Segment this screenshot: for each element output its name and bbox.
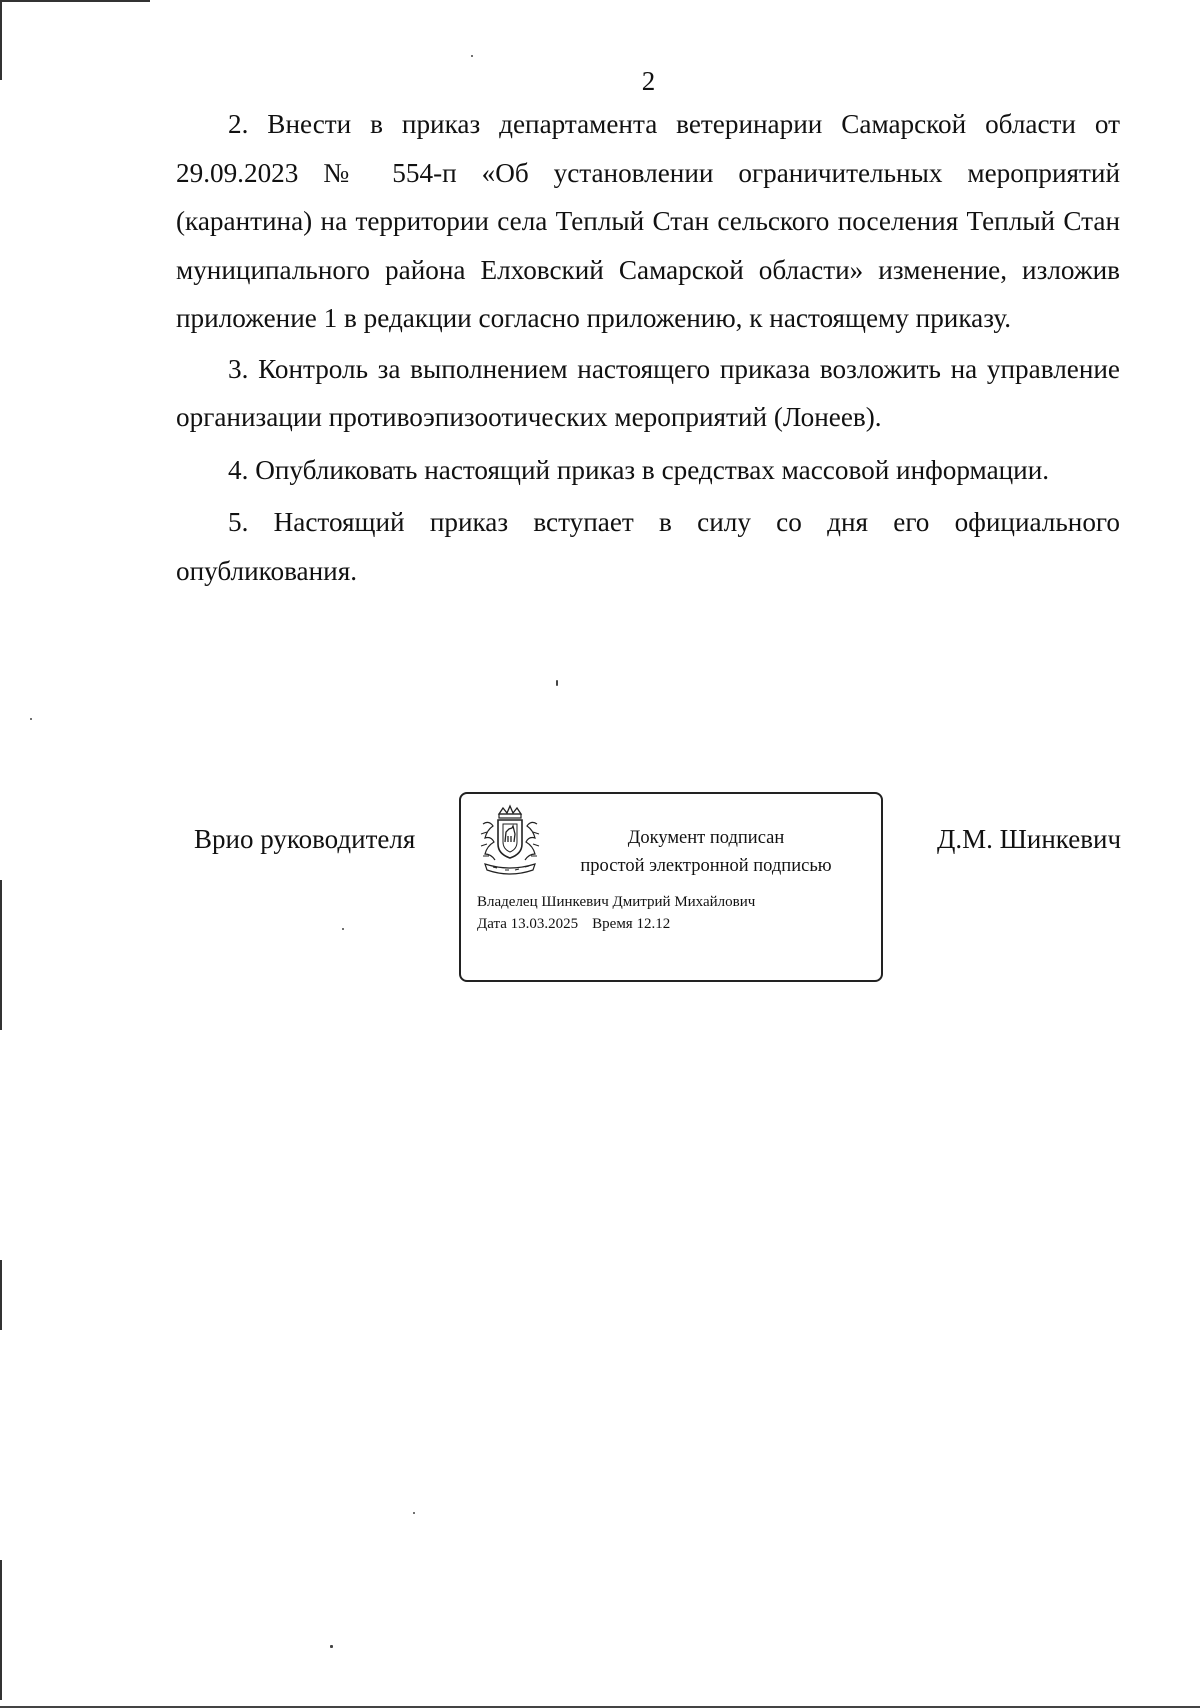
scan-speck	[413, 1512, 415, 1514]
signatory-name: Д.М. Шинкевич	[937, 824, 1122, 854]
paragraph-4: 4. Опубликовать настоящий приказ в средствах массовой информации.	[228, 454, 1050, 485]
samara-region-coat-of-arms-icon	[475, 804, 545, 878]
scan-speck	[556, 680, 558, 686]
signatory-position: Врио руководителя	[194, 824, 416, 854]
esignature-title	[551, 824, 861, 880]
scan-artifact-left-edge	[0, 880, 2, 1030]
paragraph-5: 5. Настоящий приказ вступает в силу со дня его официального опубликования.	[176, 507, 1120, 586]
scan-artifact-left-edge	[0, 1260, 2, 1330]
esignature-line-1: Документ подписан	[627, 828, 785, 848]
paragraph-2: 2. Внести в приказ департамента ветеринарии Самарской области от 29.09.2023 № 554-п «Об установлении ограничительных мероприятий (карантина) на территории села Теплый Стан сельского поселения Теплый Стан муниципального района Елховский Самарской области» изменение, изложив приложение 1 в редакции согласно приложению, к настоящему приказу.	[176, 109, 1120, 333]
esignature-date: Дата 13.03.2025	[477, 916, 579, 932]
scan-speck	[342, 928, 344, 930]
document-body	[176, 100, 1120, 597]
esignature-date-time	[477, 916, 670, 933]
scan-artifact-top	[0, 0, 150, 2]
esignature-owner: Владелец Шинкевич Дмитрий Михайлович	[477, 894, 756, 910]
scan-speck	[471, 55, 473, 57]
paragraph-3: 3. Контроль за выполнением настоящего приказа возложить на управление организации противоэпизоотических мероприятий (Лонеев).	[176, 353, 1120, 432]
esignature-line-2: простой электронной подписью	[580, 856, 832, 876]
page-number: 2	[641, 66, 656, 96]
esignature-time: Время 12.12	[592, 916, 671, 932]
scan-speck	[330, 1645, 333, 1648]
scan-artifact-left-edge	[0, 1560, 2, 1700]
electronic-signature-stamp	[459, 792, 883, 982]
scan-speck	[30, 718, 32, 720]
